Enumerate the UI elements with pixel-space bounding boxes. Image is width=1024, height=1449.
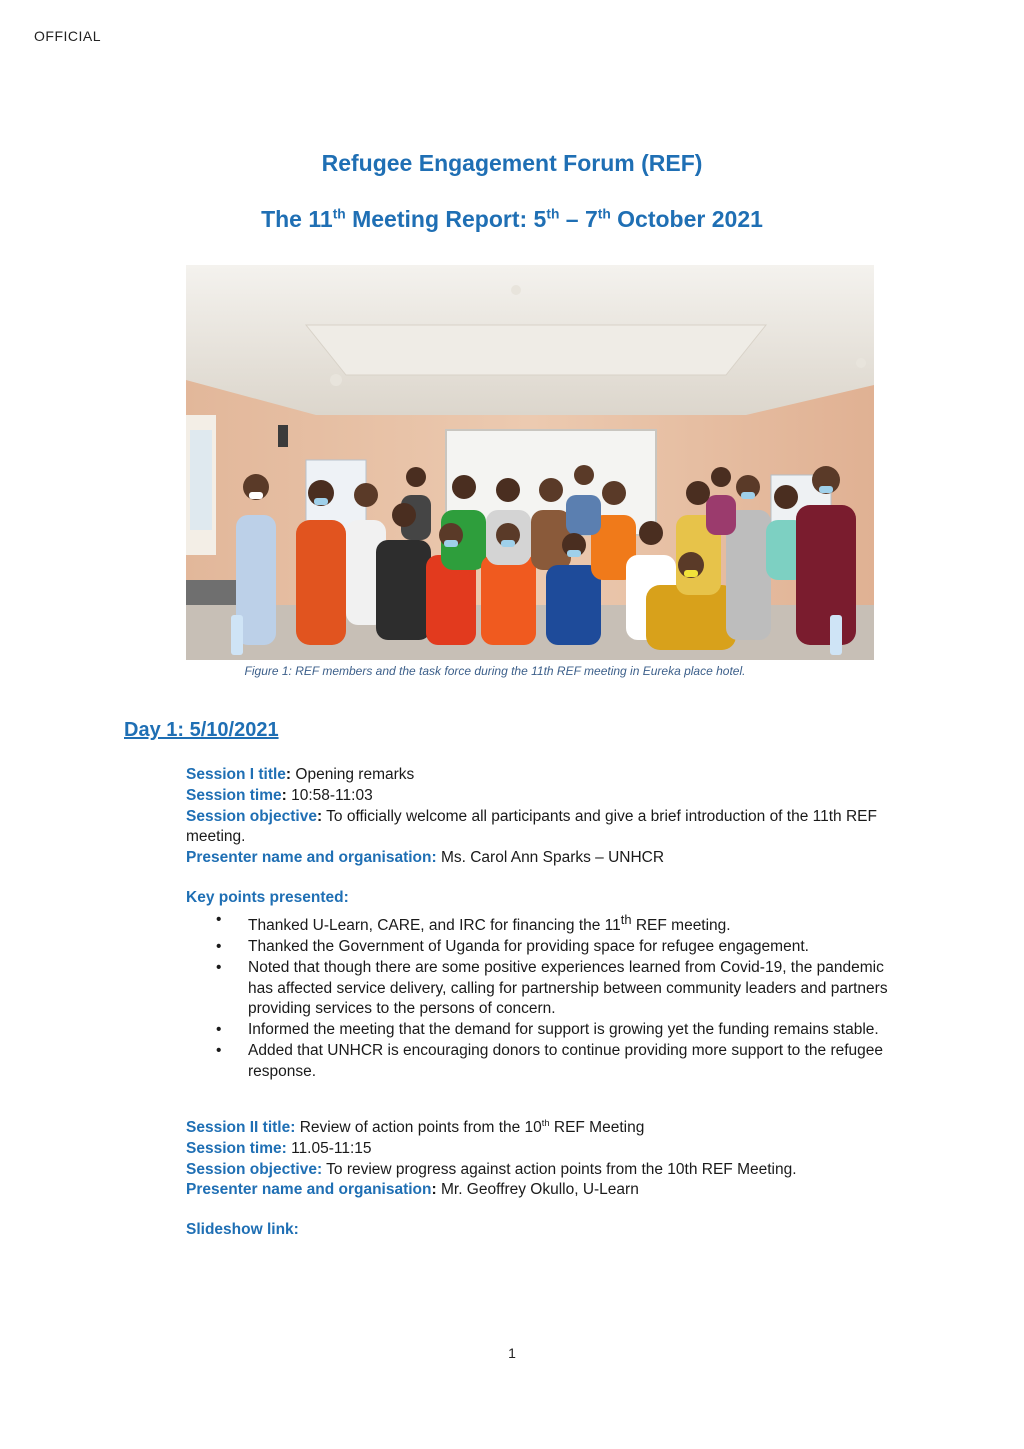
list-item bbox=[216, 958, 892, 1020]
session-2-title-tail: REF Meeting bbox=[549, 1119, 645, 1136]
key-points-label: Key points presented: bbox=[186, 889, 349, 906]
subtitle-sup-1: th bbox=[332, 206, 346, 222]
group-photo bbox=[186, 265, 874, 660]
session-2-presenter-value: Mr. Geoffrey Okullo, U-Learn bbox=[436, 1181, 639, 1199]
key-point-4-text: Informed the meeting that the demand for support is growing yet the funding remains stable. bbox=[248, 1021, 879, 1039]
figure-caption: Figure 1: REF members and the task force during the 11th REF meeting in Eureka place hotel. bbox=[244, 664, 746, 678]
session-1-objective-value: To officially welcome all participants and give a brief introduction of the 11th REF meeting. bbox=[186, 807, 877, 846]
session-1-title-label: Session I title bbox=[186, 766, 286, 783]
session-2-title bbox=[186, 1118, 896, 1139]
session-1-objective-colon: : bbox=[316, 807, 323, 825]
bullet-icon: • bbox=[216, 911, 222, 928]
session-1-block bbox=[186, 765, 896, 869]
session-1-objective bbox=[186, 807, 896, 849]
session-1-presenter-label: Presenter name and organisation: bbox=[186, 849, 437, 867]
session-2-time bbox=[186, 1139, 896, 1160]
session-1-time-label: Session time bbox=[186, 786, 282, 804]
session-1-time bbox=[186, 786, 896, 807]
key-point-1-text: Thanked U-Learn, CARE, and IRC for financing the 11 bbox=[248, 917, 621, 935]
session-2-presenter-label: Presenter name and organisation bbox=[186, 1181, 432, 1199]
list-item bbox=[216, 937, 892, 958]
session-2-title-label: Session II title: bbox=[186, 1119, 296, 1136]
report-subtitle bbox=[0, 206, 1024, 233]
key-point-1-tail: REF meeting. bbox=[631, 917, 731, 935]
session-2-time-value: 11.05-11:15 bbox=[286, 1139, 372, 1157]
subtitle-prefix: The 11 bbox=[261, 206, 333, 232]
session-2-objective bbox=[186, 1160, 896, 1181]
session-1-presenter-value: Ms. Carol Ann Sparks – UNHCR bbox=[436, 849, 665, 867]
bullet-icon: • bbox=[216, 937, 222, 955]
session-1-title bbox=[186, 765, 896, 786]
subtitle-dash: – 7 bbox=[559, 206, 598, 232]
session-1-objective-label: Session objective bbox=[186, 807, 317, 825]
day-heading: Day 1: 5/10/2021 bbox=[124, 719, 279, 741]
bullet-icon: • bbox=[216, 1041, 222, 1059]
page-number: 1 bbox=[508, 1345, 516, 1361]
key-point-5-text: Added that UNHCR is encouraging donors to continue providing more support to the refugee response. bbox=[248, 1041, 884, 1080]
session-2-objective-label: Session objective: bbox=[186, 1160, 323, 1178]
session-1-title-colon: : bbox=[285, 766, 292, 783]
session-2-title-sup: th bbox=[541, 1117, 550, 1128]
session-2-time-label: Session time: bbox=[186, 1139, 287, 1157]
list-item bbox=[216, 1020, 892, 1041]
key-point-2-text: Thanked the Government of Uganda for providing space for refugee engagement. bbox=[248, 937, 809, 955]
subtitle-suffix: October 2021 bbox=[610, 206, 763, 232]
session-2-block bbox=[186, 1118, 896, 1201]
document-title: Refugee Engagement Forum (REF) bbox=[321, 150, 703, 176]
session-1-time-value: 10:58-11:03 bbox=[286, 786, 373, 804]
session-1-time-colon: : bbox=[281, 786, 287, 804]
subtitle-mid: Meeting Report: 5 bbox=[345, 206, 547, 232]
slideshow-link-label: Slideshow link: bbox=[186, 1221, 299, 1238]
bullet-icon: • bbox=[216, 958, 222, 976]
session-1-presenter bbox=[186, 848, 896, 869]
list-item bbox=[216, 910, 892, 937]
subtitle-sup-2: th bbox=[546, 206, 560, 222]
session-1-title-value: Opening remarks bbox=[291, 766, 415, 783]
list-item bbox=[216, 1041, 892, 1083]
key-point-1-sup: th bbox=[620, 912, 632, 927]
session-2-presenter bbox=[186, 1180, 896, 1201]
session-2-title-value: Review of action points from the 10 bbox=[295, 1119, 542, 1136]
subtitle-sup-3: th bbox=[597, 206, 611, 222]
session-2-presenter-colon: : bbox=[431, 1181, 437, 1199]
key-points-list bbox=[216, 910, 892, 1083]
bullet-icon: • bbox=[216, 1021, 222, 1039]
key-point-3-text: Noted that though there are some positive experiences learned from Covid-19, the pandemic has affected service delivery, calling for partnership between community leaders and partners providing services to the persons of concern. bbox=[248, 958, 888, 1018]
classification-label: OFFICIAL bbox=[34, 28, 102, 44]
session-2-objective-value: To review progress against action points from the 10th REF Meeting. bbox=[322, 1160, 797, 1178]
